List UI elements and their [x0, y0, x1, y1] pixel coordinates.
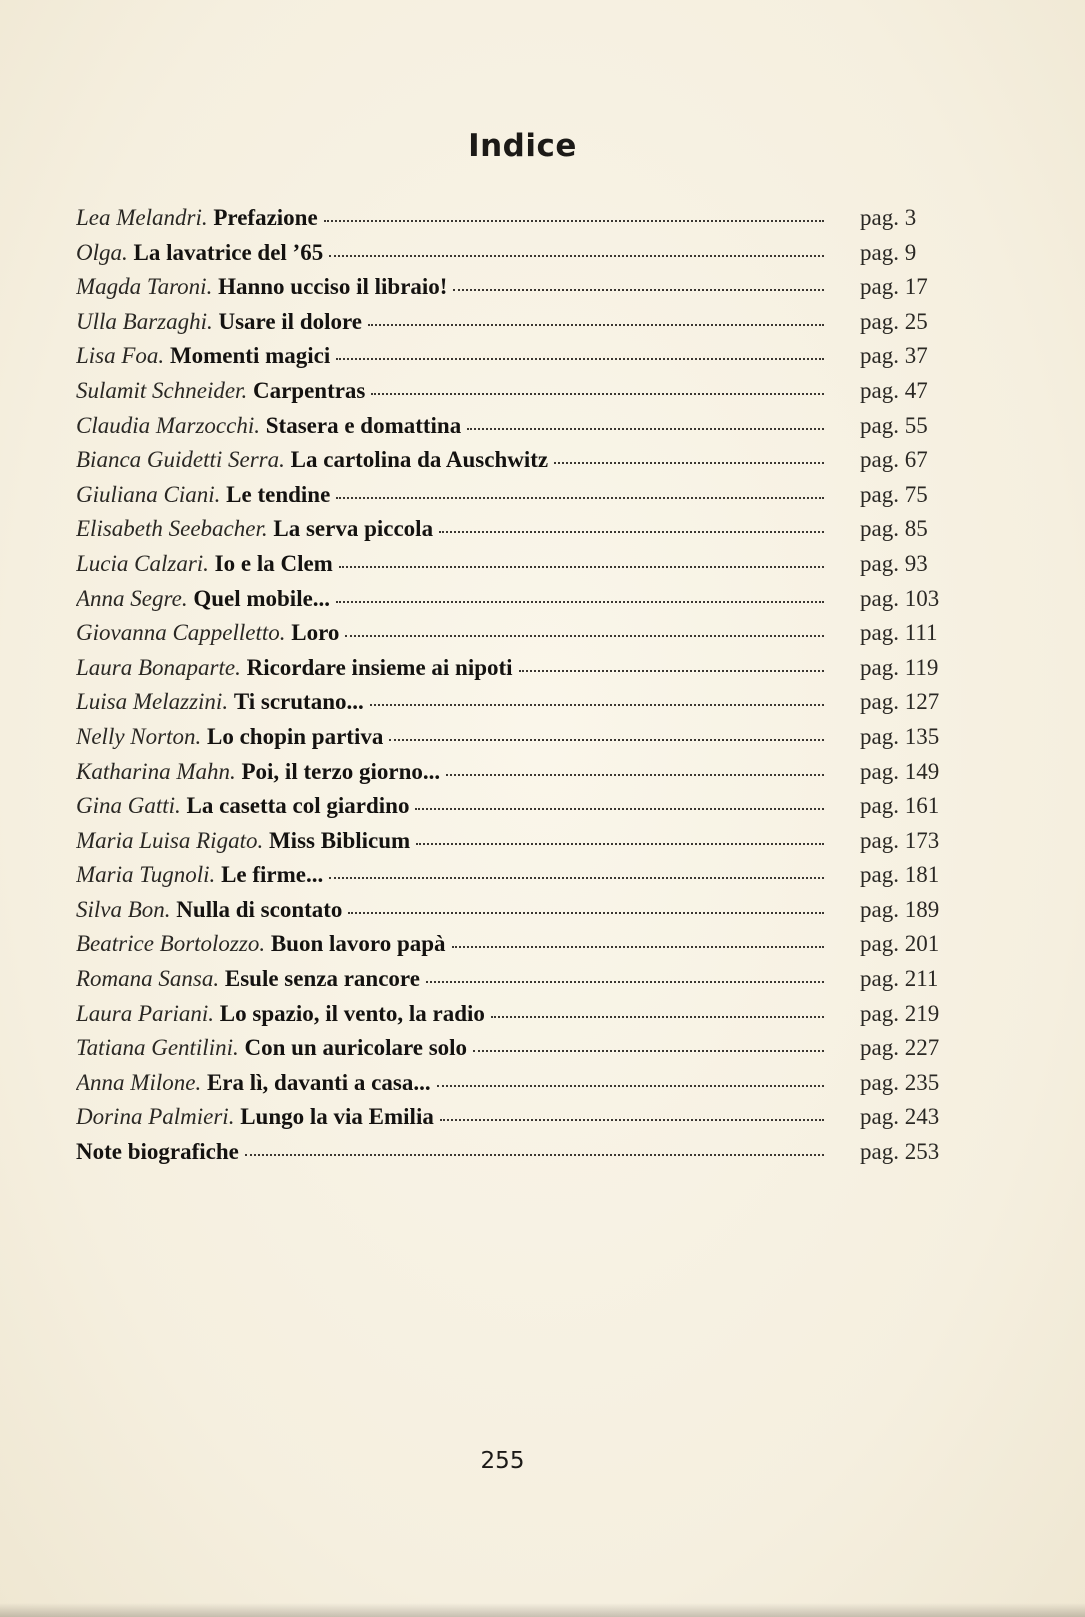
entry-page-ref: pag. 135	[860, 723, 940, 749]
page-title: Indice	[468, 128, 577, 164]
entry-page-ref: pag. 25	[860, 308, 928, 334]
toc-entry-text	[76, 1100, 824, 1135]
toc-entry	[76, 339, 956, 374]
entry-page-ref: pag. 173	[860, 827, 940, 853]
dot-leader	[368, 323, 824, 326]
entry-title: Ricordare insieme ai nipoti	[246, 654, 513, 680]
dot-leader	[348, 911, 824, 914]
toc-entry-text	[76, 962, 824, 997]
entry-title: La serva piccola	[273, 516, 434, 542]
toc-entry-text	[76, 616, 824, 651]
entry-author: Luisa Melazzini.	[76, 689, 229, 715]
entry-page-ref: pag. 189	[860, 896, 940, 922]
entry-author: Anna Milone.	[76, 1069, 202, 1095]
entry-title: Le firme...	[221, 862, 324, 888]
entry-page-ref: pag. 149	[860, 758, 940, 784]
toc-entry-text	[76, 685, 824, 720]
toc-entry	[76, 1066, 956, 1101]
entry-author: Romana Sansa.	[76, 966, 220, 992]
toc-entry	[76, 685, 956, 720]
toc-entry-text	[76, 305, 824, 340]
entry-title: Hanno ucciso il libraio!	[218, 274, 448, 300]
dot-leader	[345, 634, 824, 637]
entry-page-ref: pag. 75	[860, 481, 928, 507]
entry-page-ref: pag. 227	[860, 1035, 940, 1061]
toc-entry	[76, 893, 956, 928]
entry-author: Nelly Norton.	[76, 723, 202, 749]
entry-title: Miss Biblicum	[268, 827, 411, 853]
entry-author: Giovanna Cappelletto.	[76, 620, 286, 646]
toc-entry-text	[76, 1135, 824, 1170]
toc-entry-text	[76, 374, 824, 409]
dot-leader	[329, 876, 824, 879]
toc-entry-text	[76, 927, 824, 962]
dot-leader	[336, 600, 824, 603]
toc-entry	[76, 1100, 956, 1135]
entry-title: Buon lavoro papà	[270, 931, 446, 957]
page-number: 255	[480, 1448, 525, 1474]
entry-page-ref: pag. 211	[860, 966, 939, 992]
toc-entry-text	[76, 443, 824, 478]
entry-author: Magda Taroni.	[76, 274, 213, 300]
toc-entry	[76, 651, 956, 686]
toc-entry-text	[76, 201, 824, 236]
toc-entry-text	[76, 236, 824, 271]
dot-leader	[473, 1049, 824, 1052]
dot-leader	[519, 669, 824, 672]
entry-page-ref: pag. 9	[860, 239, 917, 265]
dot-leader	[339, 565, 824, 568]
entry-page-ref: pag. 201	[860, 931, 940, 957]
entry-author: Sulamit Schneider.	[76, 377, 248, 403]
entry-title: Quel mobile...	[193, 585, 331, 611]
entry-page-ref: pag. 85	[860, 516, 928, 542]
toc-entry	[76, 720, 956, 755]
dot-leader	[336, 496, 824, 499]
entry-author: Lucia Calzari.	[76, 550, 209, 576]
entry-author: Silva Bon.	[76, 896, 171, 922]
toc-entry-text	[76, 582, 824, 617]
entry-page-ref: pag. 37	[860, 343, 928, 369]
entry-page-ref: pag. 235	[860, 1069, 940, 1095]
entry-page-ref: pag. 3	[860, 205, 917, 230]
dot-leader	[370, 703, 824, 706]
toc-entry	[76, 789, 956, 824]
entry-title: Ti scrutano...	[233, 689, 364, 715]
entry-page-ref: pag. 17	[860, 274, 928, 300]
entry-page-ref: pag. 161	[860, 793, 940, 819]
dot-leader	[446, 773, 824, 776]
dot-leader	[439, 530, 824, 533]
entry-page-ref: pag. 253	[860, 1139, 940, 1165]
toc-entry-text	[76, 789, 824, 824]
toc-entry	[76, 582, 956, 617]
entry-page-ref: pag. 219	[860, 1000, 940, 1026]
toc-entry-text	[76, 339, 824, 374]
entry-title: Lungo la via Emilia	[240, 1104, 434, 1130]
toc-entry-text	[76, 755, 824, 790]
entry-author: Lisa Foa.	[76, 343, 165, 369]
toc-entry	[76, 824, 956, 859]
toc-entry	[76, 858, 956, 893]
entry-title: Lo chopin partiva	[206, 723, 384, 749]
entry-page-ref: pag. 119	[860, 654, 939, 680]
entry-title: Prefazione	[213, 205, 318, 230]
dot-leader	[324, 219, 824, 222]
dot-leader	[416, 842, 824, 845]
entry-page-ref: pag. 111	[860, 620, 938, 646]
entry-author: Katharina Mahn.	[76, 758, 236, 784]
entry-title: Usare il dolore	[218, 308, 363, 334]
entry-author: Tatiana Gentilini.	[76, 1035, 239, 1061]
entry-author: Lea Melandri.	[76, 205, 208, 230]
entry-page-ref: pag. 47	[860, 377, 928, 403]
toc-entry-text	[76, 720, 824, 755]
toc-entry	[76, 305, 956, 340]
dot-leader	[554, 461, 824, 464]
toc-entry-text	[76, 270, 824, 305]
dot-leader	[426, 980, 824, 983]
entry-author: Elisabeth Seebacher.	[76, 516, 268, 542]
dot-leader	[389, 738, 824, 741]
toc-entry	[76, 443, 956, 478]
page-edge-shadow	[0, 1603, 1085, 1617]
dot-leader	[467, 427, 824, 430]
entry-author: Olga.	[76, 239, 128, 265]
dot-leader	[452, 945, 824, 948]
entry-author: Laura Pariani.	[76, 1000, 215, 1026]
entry-author: Bianca Guidetti Serra.	[76, 447, 285, 473]
toc-entry	[76, 755, 956, 790]
toc-entry	[76, 478, 956, 513]
entry-title: Io e la Clem	[214, 550, 333, 576]
toc-entry	[76, 409, 956, 444]
entry-author: Claudia Marzocchi.	[76, 412, 260, 438]
entry-author: Laura Bonaparte.	[76, 654, 241, 680]
toc-entry-text	[76, 824, 824, 859]
entry-author: Maria Tugnoli.	[76, 862, 216, 888]
toc-entry	[76, 997, 956, 1032]
entry-title: Loro	[291, 620, 340, 646]
entry-page-ref: pag. 55	[860, 412, 928, 438]
toc-entry-text	[76, 893, 824, 928]
toc-entry-text	[76, 478, 824, 513]
entry-page-ref: pag. 181	[860, 862, 940, 888]
dot-leader	[371, 392, 824, 395]
toc-entry-text	[76, 1031, 824, 1066]
toc-entry-text	[76, 1066, 824, 1101]
entry-page-ref: pag. 127	[860, 689, 940, 715]
toc-entry-text	[76, 512, 824, 547]
toc-entry	[76, 1031, 956, 1066]
entry-author: Gina Gatti.	[76, 793, 181, 819]
toc-entry	[76, 962, 956, 997]
entry-page-ref: pag. 103	[860, 585, 940, 611]
entry-title: Le tendine	[226, 481, 331, 507]
entry-author: Dorina Palmieri.	[76, 1104, 235, 1130]
table-of-contents	[76, 201, 956, 1170]
toc-entry-text	[76, 858, 824, 893]
dot-leader	[437, 1084, 824, 1087]
entry-title: Momenti magici	[169, 343, 331, 369]
toc-entry	[76, 512, 956, 547]
dot-leader	[336, 357, 824, 360]
dot-leader	[453, 288, 824, 291]
entry-title: Nulla di scontato	[176, 896, 343, 922]
toc-entry	[76, 616, 956, 651]
entry-author: Anna Segre.	[76, 585, 188, 611]
toc-entry	[76, 236, 956, 271]
toc-entry	[76, 547, 956, 582]
entry-page-ref: pag. 243	[860, 1104, 940, 1130]
entry-author: Ulla Barzaghi.	[76, 308, 213, 334]
entry-title: Era lì, davanti a casa...	[206, 1069, 431, 1095]
toc-entry	[76, 374, 956, 409]
dot-leader	[491, 1015, 824, 1018]
toc-entry-text	[76, 997, 824, 1032]
dot-leader	[329, 254, 824, 257]
toc-entry-text	[76, 651, 824, 686]
entry-author: Maria Luisa Rigato.	[76, 827, 264, 853]
entry-page-ref: pag. 67	[860, 447, 928, 473]
toc-entry-text	[76, 547, 824, 582]
entry-title: Carpentras	[252, 377, 366, 403]
entry-title: La casetta col giardino	[186, 793, 410, 819]
dot-leader	[415, 807, 824, 810]
entry-title: La lavatrice del ’65	[133, 239, 324, 265]
toc-entry	[76, 927, 956, 962]
entry-author: Beatrice Bortolozzo.	[76, 931, 266, 957]
toc-entry	[76, 270, 956, 305]
entry-title: La cartolina da Auschwitz	[290, 447, 549, 473]
entry-title: Stasera e domattina	[265, 412, 462, 438]
toc-entry	[76, 201, 956, 236]
toc-entry-text	[76, 409, 824, 444]
entry-title: Con un auricolare solo	[244, 1035, 468, 1061]
dot-leader	[440, 1118, 824, 1121]
toc-entry	[76, 1135, 956, 1170]
dot-leader	[245, 1153, 824, 1156]
entry-page-ref: pag. 93	[860, 550, 928, 576]
entry-title: Esule senza rancore	[224, 966, 420, 992]
entry-title: Poi, il terzo giorno...	[241, 758, 441, 784]
entry-author: Giuliana Ciani.	[76, 481, 221, 507]
entry-title: Note biografiche	[76, 1139, 239, 1165]
entry-title: Lo spazio, il vento, la radio	[219, 1000, 485, 1026]
